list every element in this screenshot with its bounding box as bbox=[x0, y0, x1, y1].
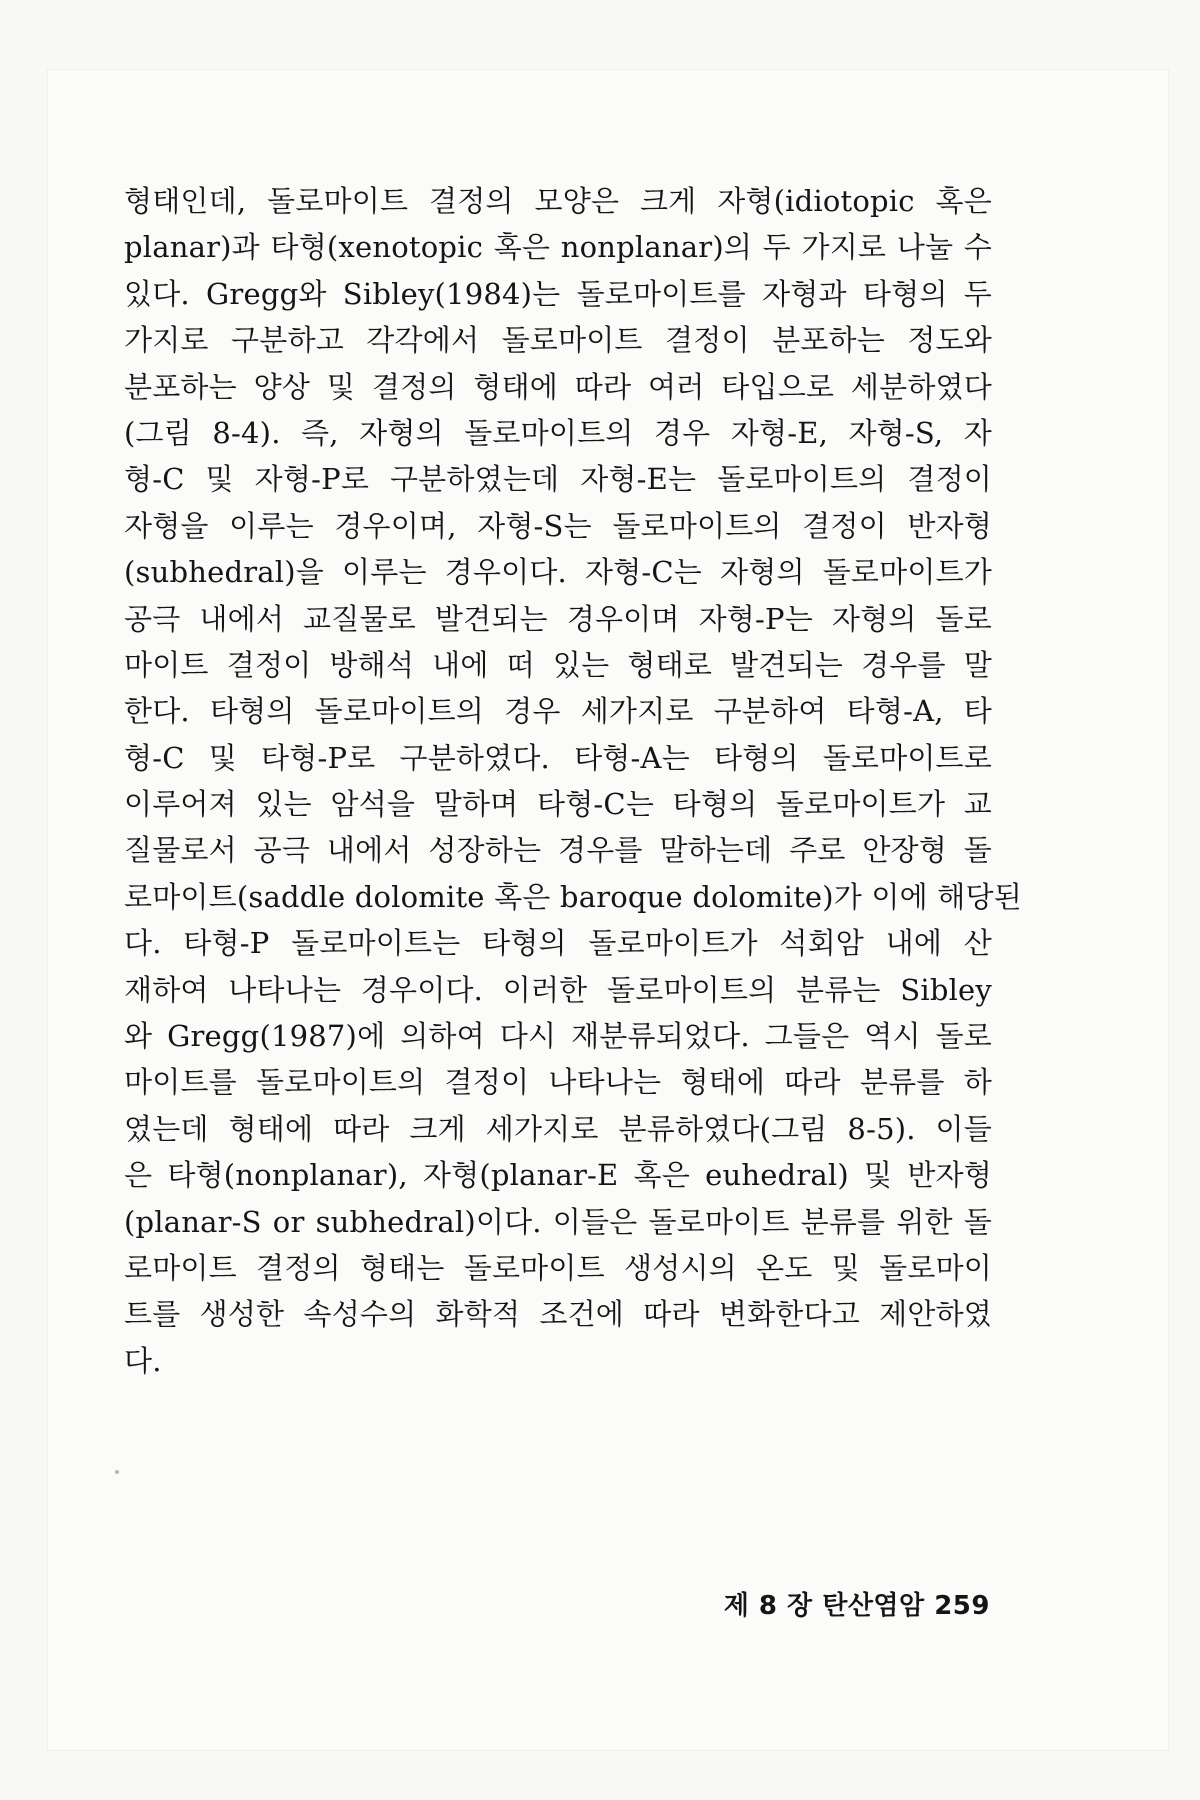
text-line: 형-C 및 타형-P로 구분하였다. 타형-A는 타형의 돌로마이트로 bbox=[124, 740, 992, 775]
text-line: 형태인데, 돌로마이트 결정의 모양은 크게 자형(idiotopic 혹은 bbox=[124, 184, 992, 218]
text-line: 공극 내에서 교질물로 발견되는 경우이며 자형-P는 자형의 돌로 bbox=[124, 601, 992, 636]
text-line: 있다. Gregg와 Sibley(1984)는 돌로마이트를 자형과 타형의 두 bbox=[124, 276, 992, 311]
text-line: (planar-S or subhedral)이다. 이들은 돌로마이트 분류를 위한 돌 bbox=[124, 1204, 992, 1239]
text-line: 다. 타형-P 돌로마이트는 타형의 돌로마이트가 석회암 내에 산 bbox=[124, 926, 992, 961]
text-line: 분포하는 양상 및 결정의 형태에 따라 여러 타입으로 세분하였다 bbox=[124, 369, 992, 404]
text-line: 질물로서 공극 내에서 성장하는 경우를 말하는데 주로 안장형 돌 bbox=[124, 833, 992, 868]
text-line: 재하여 나타나는 경우이다. 이러한 돌로마이트의 분류는 Sibley bbox=[124, 972, 992, 1007]
text-line: 다. bbox=[124, 1343, 162, 1378]
text-line: 로마이트(saddle dolomite 혹은 baroque dolomite)가 이에 해당된 bbox=[124, 879, 1022, 914]
text-line: 형-C 및 자형-P로 구분하였는데 자형-E는 돌로마이트의 결정이 bbox=[124, 462, 992, 497]
text-line: (subhedral)을 이루는 경우이다. 자형-C는 자형의 돌로마이트가 bbox=[124, 555, 992, 590]
text-line: 로마이트 결정의 형태는 돌로마이트 생성시의 온도 및 돌로마이 bbox=[124, 1250, 992, 1285]
text-line: 가지로 구분하고 각각에서 돌로마이트 결정이 분포하는 정도와 bbox=[124, 323, 992, 358]
body-paragraph bbox=[124, 178, 1022, 1384]
running-footer: 제 8 장 탄산염암 259 bbox=[723, 1591, 990, 1621]
text-line: 마이트 결정이 방해석 내에 떠 있는 형태로 발견되는 경우를 말 bbox=[124, 647, 992, 682]
scan-dot bbox=[115, 1470, 119, 1474]
text-line: 였는데 형태에 따라 크게 세가지로 분류하였다(그림 8-5). 이들 bbox=[124, 1111, 992, 1146]
text-line: 와 Gregg(1987)에 의하여 다시 재분류되었다. 그들은 역시 돌로 bbox=[124, 1019, 992, 1054]
text-line: 트를 생성한 속성수의 화학적 조건에 따라 변화한다고 제안하였 bbox=[124, 1297, 992, 1332]
text-line: 마이트를 돌로마이트의 결정이 나타나는 형태에 따라 분류를 하 bbox=[124, 1065, 992, 1100]
text-line: 자형을 이루는 경우이며, 자형-S는 돌로마이트의 결정이 반자형 bbox=[124, 508, 992, 543]
text-line: 이루어져 있는 암석을 말하며 타형-C는 타형의 돌로마이트가 교 bbox=[124, 787, 992, 822]
text-line: 한다. 타형의 돌로마이트의 경우 세가지로 구분하여 타형-A, 타 bbox=[124, 694, 992, 729]
text-line: 은 타형(nonplanar), 자형(planar-E 혹은 euhedral) 및 반자형 bbox=[124, 1158, 992, 1193]
text-line: (그림 8-4). 즉, 자형의 돌로마이트의 경우 자형-E, 자형-S, 자 bbox=[124, 415, 992, 450]
text-line: planar)과 타형(xenotopic 혹은 nonplanar)의 두 가지로 나눌 수 bbox=[124, 230, 992, 265]
